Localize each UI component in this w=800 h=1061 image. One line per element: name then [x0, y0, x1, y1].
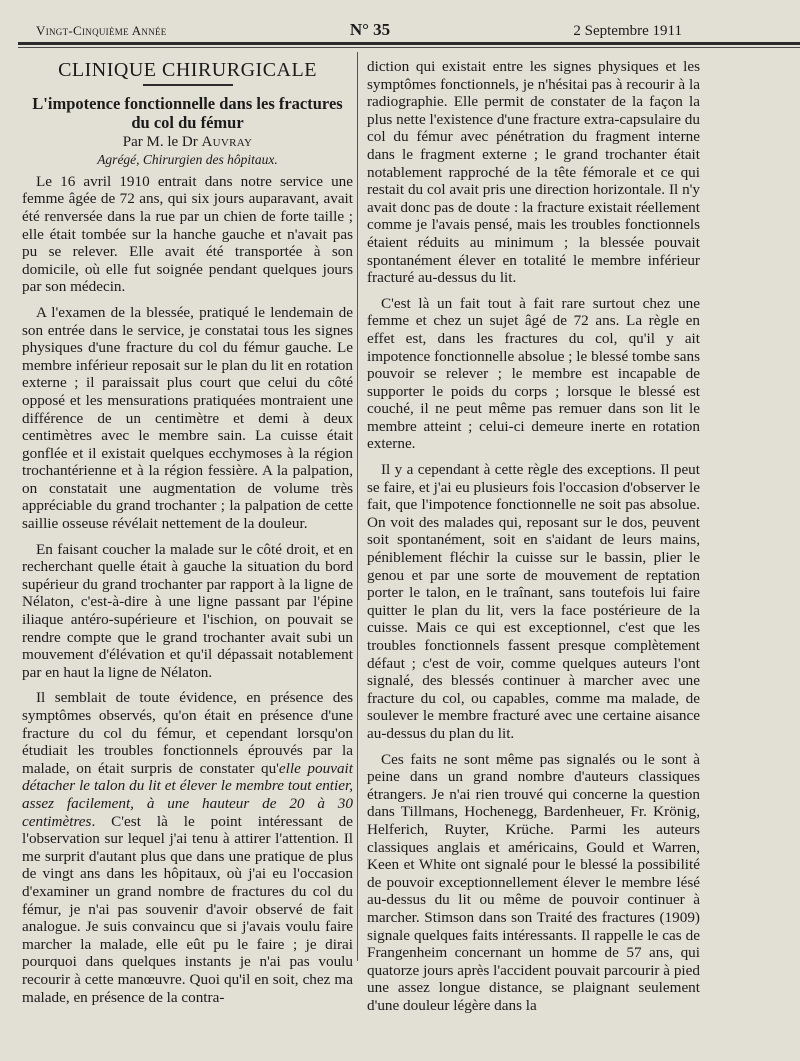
author-name: Auvray	[201, 133, 253, 150]
paragraph: Il y a cependant à cette règle des exceptions. Il peut se faire, et j'ai eu plusieurs fois l'occasion d'observer le fait, que l'impotence fonctionnelle ne soit pas absolue. On voit des malades qui, reposant sur le dos, peuvent soit spontanément, soit en s'aidant de leurs mains, péniblement fléchir la cuisse sur le bassin, plier le genou et par une sorte de mouvement de reptation porter le talon, en le traînant, sans toutefois lui faire quitter le plan du lit, vers la face postérieure de la cuisse. Mais ce qui est exceptionnel, c'est que les troubles fonctionnels fassent presque complètement défaut ; c'est de voir, comme quelques auteurs l'ont signalé, des blessés continuer à marcher avec une fracture du col, ou capables, comme ma malade, de soulever le membre fracturé avec une certaine aisance au-dessus du plan du lit.	[367, 461, 700, 742]
paragraph-text: . C'est là le point intéressant de l'observation sur lequel j'ai tenu à attirer l'attention. Il me surprit d'autant plus que dans une pratique de plus de vingt ans dans les hôpitaux, où j'ai eu l'occasion d'examiner un grand nombre de fractures du col du fémur, je n'ai pas souvenir d'avoir observé de fait analogue. Je suis convaincu que si j'avais voulu faire marcher la malade, elle eût pu le faire ; je dirai pourquoi dans quelques instants je n'ai pas voulu recourir à cette manœuvre. Quoi qu'il en soit, chez ma malade, en présence de la contra-	[22, 812, 353, 1006]
issue-number: N° 35	[349, 20, 391, 39]
paragraph: C'est là un fait tout à fait rare surtout chez une femme et chez un sujet âgé de 72 ans. La règle en effet est, dans les fractures du col, qu'il y ait impotence fonctionnelle absolue ; le blessé tombe sans pouvoir se relever ; le membre est incapable de supporter le poids du corps ; lorsque le blessé est couché, il ne peut même pas remuer dans son lit le membre atteint ; celui-ci demeure inerte en rotation externe.	[367, 294, 700, 453]
paragraph-emphasis: elle pouvait détacher le talon du lit et élever le membre tout entier, assez facilement, à une hauteur de 20 à 30 centimètres	[22, 759, 353, 830]
paragraph: Ces faits ne sont même pas signalés ou le sont à peine dans un grand nombre d'auteurs classiques étrangers. Je n'ai rien trouvé qui concerne la question dans Tillmans, Hochenegg, Bardenheuer, Fr. Krönig, Helferich, Ruyter, Krüche. Parmi les auteurs classiques anglais et américains, Gould et Warren, Keen et White ont signalé pour le blessé la possibilité de pouvoir exceptionnellement élever le membre lésé au-dessus du lit ou même de pouvoir continuer à marcher. Stimson dans son Traité des fractures (1909) signale quelques faits intéressants. Il rappelle le cas de Frangenheim concernant un homme de 57 ans, qui quatorze jours après l'accident pouvait parcourir à pied une assez longue distance, se plaignant seulement d'une douleur légère dans la	[367, 750, 700, 1014]
author-affiliation: Agrégé, Chirurgien des hôpitaux.	[97, 152, 278, 168]
paragraph-text: Il semblait de toute évidence, en présence des symptômes observés, qu'on était en présence d'une fracture du col du fémur, et cependant lorsqu'on étudiait les troubles fonctionnels éprouvés par la malade, on était surpris de constater qu'	[22, 689, 353, 777]
byline	[22, 134, 353, 152]
header-rule-thick	[18, 42, 800, 45]
paragraph: En faisant coucher la malade sur le côté droit, et en recherchant quelle était à gauche la situation du bord supérieur du grand trochanter par rapport à la ligne de Nélaton, c'est-à-dire à une ligne passant par l'épine iliaque antéro-supérieure et l'ischion, on pouvait se rendre compte que le grand trochanter avait subi un mouvement d'élévation et qu'il dépassait notablement par en haut la ligne de Nélaton.	[22, 540, 353, 681]
left-column	[22, 58, 353, 1006]
paragraph: A l'examen de la blessée, pratiqué le lendemain de son entrée dans le service, je constatai tous les signes physiques d'une fracture du col du fémur gauche. Le membre inférieur reposait sur le plan du lit en rotation externe ; il paraissait plus court que celui du côté opposé et les mensurations pratiquées montraient une différence de un centimètre et demi à deux centimètres avec le membre sain. La cuisse était gonflée et il existait quelques ecchymoses à la région trochantérienne et à la région fessière. A la palpation, on constatait une augmentation de volume très appréciable du grand trochanter ; la palpation de cette saillie osseuse révélait nettement de la douleur.	[22, 303, 353, 533]
header-rule-thin	[18, 47, 800, 48]
journal-year: Vingt-Cinquième Année	[36, 23, 167, 38]
section-title: CLINIQUE CHIRURGICALE	[58, 59, 317, 81]
issue-date: 2 Septembre 1911	[573, 23, 682, 39]
paragraph	[22, 689, 353, 1006]
running-header	[36, 20, 682, 40]
article-title: L'impotence fonctionnelle dans les fractures du col du fémur	[32, 93, 343, 132]
byline-prefix: Par M. le Dr	[122, 133, 198, 150]
right-column	[367, 58, 700, 1014]
column-divider	[357, 52, 358, 961]
paragraph: Le 16 avril 1910 entrait dans notre service une femme âgée de 72 ans, qui six jours auparavant, avait été renversée dans la rue par un chien de forte taille ; elle était tombée sur la hanche gauche et n'avait pas pu se relever. Elle avait été transportée à son domicile, où elle fut soignée pendant quelques jours par son médecin.	[22, 172, 353, 296]
paragraph: diction qui existait entre les signes physiques et les symptômes fonctionnels, je n'hésitai pas à recourir à la radiographie. Elle permit de constater de la façon la plus nette l'existence d'une fracture extra-capsulaire du col du fémur avec pénétration du fragment interne dans le fragment externe ; le grand trochanter était notablement rapproché de la tête fémorale et ce qui restait du col avait pris une direction horizontale. Il n'y avait donc pas de doute : la fracture existait réellement comme je l'avais pensé, mais les troubles fonctionnels étaient réduits au minimum ; la blessée pouvait spontanément élever en totalité le membre inférieur fracturé au-dessus du lit.	[367, 58, 700, 287]
section-title-rule	[143, 84, 233, 86]
